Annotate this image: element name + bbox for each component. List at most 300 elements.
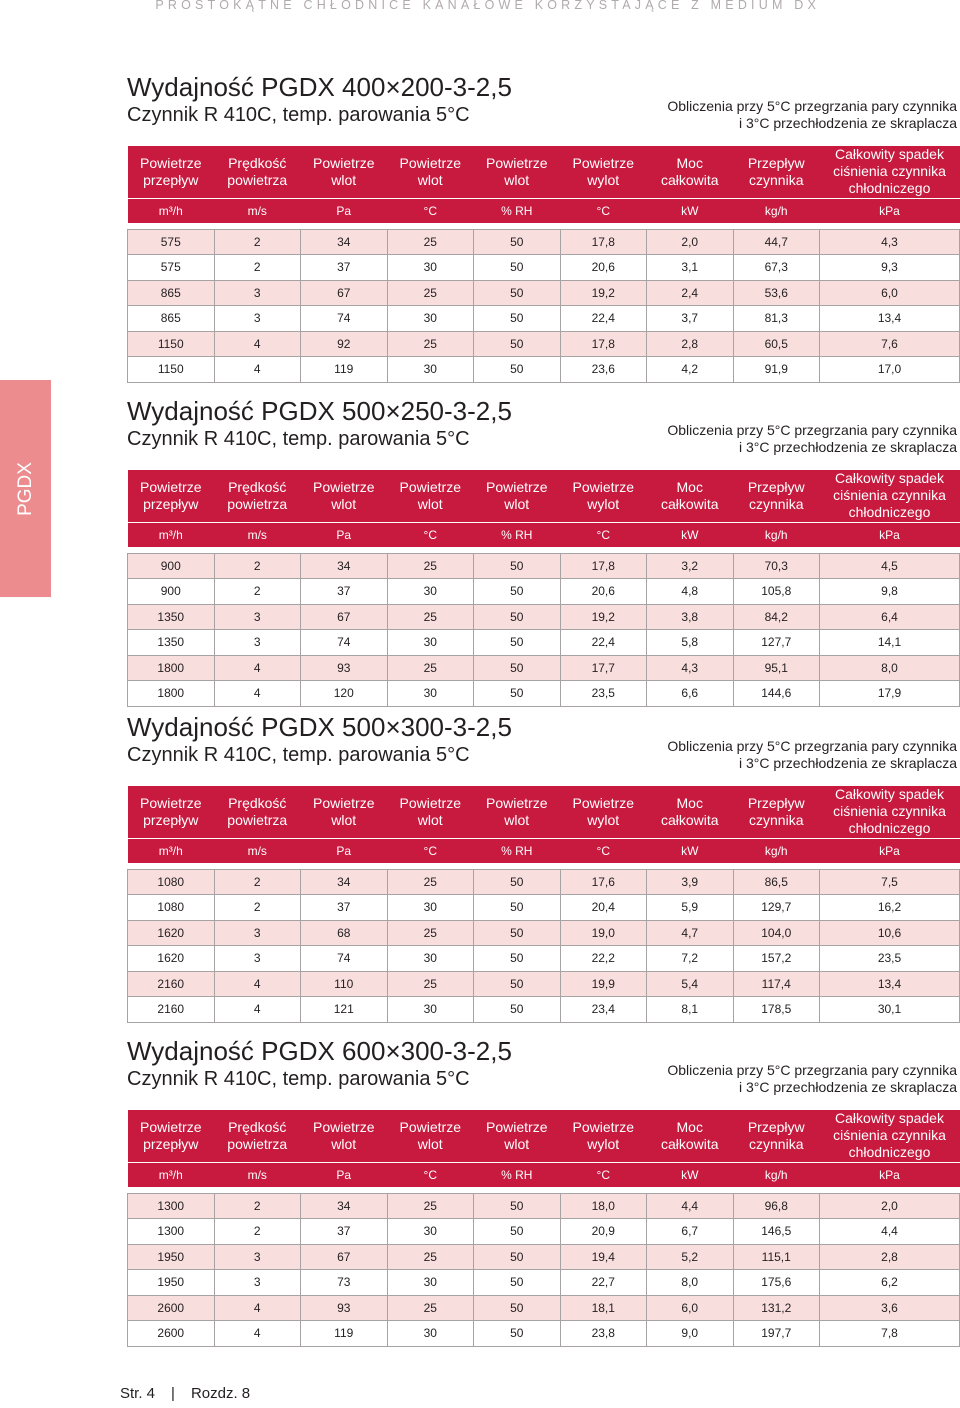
table-cell: 2 bbox=[214, 1193, 301, 1219]
column-header bbox=[733, 146, 820, 198]
column-header bbox=[560, 1110, 647, 1162]
column-header-line: wlot bbox=[417, 171, 443, 188]
table-cell: 178,5 bbox=[733, 997, 820, 1023]
unit-cell: m³/h bbox=[128, 522, 215, 547]
calculation-note bbox=[667, 98, 957, 132]
column-header-line: powietrza bbox=[227, 811, 288, 828]
table-cell: 30,1 bbox=[820, 997, 960, 1023]
performance-section bbox=[127, 1036, 959, 1341]
column-header bbox=[474, 470, 561, 522]
table-cell: 50 bbox=[474, 1244, 561, 1270]
table-row bbox=[128, 630, 960, 656]
column-header-line: Moc bbox=[676, 794, 703, 811]
column-header-line: Prędkość bbox=[228, 794, 287, 811]
calculation-note bbox=[667, 738, 957, 772]
column-header-line: Powietrze bbox=[486, 1118, 548, 1135]
table-row bbox=[128, 1270, 960, 1296]
column-header-line: Całkowity spadek bbox=[835, 146, 944, 163]
table-cell: 1620 bbox=[128, 920, 215, 946]
table-cell: 2 bbox=[214, 1219, 301, 1245]
table-cell: 7,5 bbox=[820, 869, 960, 895]
table-cell: 25 bbox=[387, 1193, 474, 1219]
table-row bbox=[128, 229, 960, 255]
table-cell: 20,4 bbox=[560, 895, 647, 921]
column-header bbox=[647, 470, 734, 522]
table-cell: 4 bbox=[214, 655, 301, 681]
table-cell: 144,6 bbox=[733, 681, 820, 707]
table-cell: 50 bbox=[474, 1270, 561, 1296]
table-cell: 50 bbox=[474, 946, 561, 972]
column-header-line: chłodniczego bbox=[848, 504, 931, 521]
table-cell: 175,6 bbox=[733, 1270, 820, 1296]
table-cell: 13,4 bbox=[820, 971, 960, 997]
table-cell: 22,4 bbox=[560, 630, 647, 656]
unit-cell: °C bbox=[387, 198, 474, 223]
section-subtitle: Czynnik R 410C, temp. parowania 5°C bbox=[127, 428, 470, 450]
column-header bbox=[214, 786, 301, 838]
column-header-line: Prędkość bbox=[228, 1118, 287, 1135]
table-cell: 67 bbox=[301, 604, 388, 630]
table-cell: 93 bbox=[301, 1295, 388, 1321]
unit-cell: Pa bbox=[301, 1162, 388, 1187]
column-header-line: Powietrze bbox=[486, 478, 548, 495]
table-cell: 22,2 bbox=[560, 946, 647, 972]
unit-cell: % RH bbox=[474, 838, 561, 863]
column-header-line: całkowita bbox=[660, 171, 719, 188]
column-header-line: wlot bbox=[331, 811, 357, 828]
column-header bbox=[820, 786, 960, 838]
table-cell: 1800 bbox=[128, 681, 215, 707]
table-cell: 4 bbox=[214, 357, 301, 383]
table-cell: 6,6 bbox=[647, 681, 734, 707]
table-cell: 197,7 bbox=[733, 1321, 820, 1347]
side-tab-label: PGDX bbox=[14, 461, 36, 516]
unit-cell: kW bbox=[647, 522, 734, 547]
note-line: i 3°C przechłodzenia ze skraplacza bbox=[738, 115, 957, 131]
table-cell: 50 bbox=[474, 681, 561, 707]
performance-table bbox=[127, 146, 960, 383]
table-cell: 25 bbox=[387, 920, 474, 946]
table-cell: 3 bbox=[214, 630, 301, 656]
table-cell: 67 bbox=[301, 280, 388, 306]
table-cell: 50 bbox=[474, 869, 561, 895]
table-cell: 73 bbox=[301, 1270, 388, 1296]
unit-cell: °C bbox=[560, 838, 647, 863]
column-header-line: powietrza bbox=[227, 171, 288, 188]
table-cell: 74 bbox=[301, 306, 388, 332]
table-cell: 19,9 bbox=[560, 971, 647, 997]
table-cell: 8,1 bbox=[647, 997, 734, 1023]
column-header-line: Powietrze bbox=[486, 794, 548, 811]
table-cell: 2 bbox=[214, 579, 301, 605]
table-cell: 129,7 bbox=[733, 895, 820, 921]
unit-cell: kg/h bbox=[733, 1162, 820, 1187]
table-row bbox=[128, 357, 960, 383]
column-header-line: Powietrze bbox=[140, 154, 202, 171]
table-cell: 105,8 bbox=[733, 579, 820, 605]
table-cell: 3 bbox=[214, 280, 301, 306]
table-cell: 30 bbox=[387, 1321, 474, 1347]
column-header-line: wlot bbox=[331, 1135, 357, 1152]
unit-cell: Pa bbox=[301, 522, 388, 547]
table-row bbox=[128, 1219, 960, 1245]
table-cell: 1620 bbox=[128, 946, 215, 972]
running-header: PROSTOKĄTNE CHŁODNICE KANAŁOWE KORZYSTAJĄCE Z MEDIUM DX bbox=[155, 0, 820, 12]
table-cell: 2 bbox=[214, 255, 301, 281]
column-header-line: wlot bbox=[504, 811, 530, 828]
table-cell: 5,4 bbox=[647, 971, 734, 997]
note-line: Obliczenia przy 5°C przegrzania pary czynnika bbox=[667, 98, 957, 114]
table-cell: 2,0 bbox=[820, 1193, 960, 1219]
section-subtitle: Czynnik R 410C, temp. parowania 5°C bbox=[127, 744, 470, 766]
table-cell: 23,4 bbox=[560, 997, 647, 1023]
table-cell: 17,8 bbox=[560, 331, 647, 357]
table-cell: 575 bbox=[128, 255, 215, 281]
unit-cell: °C bbox=[387, 522, 474, 547]
table-cell: 20,9 bbox=[560, 1219, 647, 1245]
table-cell: 22,7 bbox=[560, 1270, 647, 1296]
column-header-line: chłodniczego bbox=[848, 1144, 931, 1161]
table-row bbox=[128, 331, 960, 357]
table-cell: 16,2 bbox=[820, 895, 960, 921]
table-cell: 19,2 bbox=[560, 280, 647, 306]
table-cell: 50 bbox=[474, 306, 561, 332]
table-cell: 2,0 bbox=[647, 229, 734, 255]
column-header-line: wlot bbox=[331, 171, 357, 188]
table-cell: 4 bbox=[214, 1295, 301, 1321]
table-cell: 2 bbox=[214, 869, 301, 895]
page-footer bbox=[120, 1384, 250, 1404]
unit-cell: kg/h bbox=[733, 198, 820, 223]
column-header-line: Moc bbox=[676, 154, 703, 171]
column-header-line: przepływ bbox=[143, 1135, 199, 1152]
table-cell: 4 bbox=[214, 331, 301, 357]
note-line: Obliczenia przy 5°C przegrzania pary czynnika bbox=[667, 738, 957, 754]
table-cell: 86,5 bbox=[733, 869, 820, 895]
unit-cell: °C bbox=[387, 838, 474, 863]
table-cell: 3,8 bbox=[647, 604, 734, 630]
table-cell: 18,0 bbox=[560, 1193, 647, 1219]
unit-cell: kPa bbox=[820, 838, 960, 863]
table-cell: 3 bbox=[214, 1244, 301, 1270]
column-header-line: Przepływ bbox=[747, 154, 805, 171]
table-cell: 50 bbox=[474, 255, 561, 281]
table-cell: 25 bbox=[387, 1295, 474, 1321]
column-header-line: Powietrze bbox=[313, 478, 375, 495]
section-subtitle: Czynnik R 410C, temp. parowania 5°C bbox=[127, 1068, 470, 1090]
column-header-line: Powietrze bbox=[572, 478, 634, 495]
unit-cell: % RH bbox=[474, 198, 561, 223]
section-title: Wydajność PGDX 600×300-3-2,5 bbox=[127, 1036, 512, 1066]
table-row bbox=[128, 1321, 960, 1347]
table-cell: 23,6 bbox=[560, 357, 647, 383]
column-header bbox=[214, 1110, 301, 1162]
table-cell: 115,1 bbox=[733, 1244, 820, 1270]
footer-separator: | bbox=[171, 1385, 175, 1402]
unit-cell: Pa bbox=[301, 198, 388, 223]
table-cell: 23,5 bbox=[560, 681, 647, 707]
table-cell: 9,8 bbox=[820, 579, 960, 605]
table-cell: 30 bbox=[387, 895, 474, 921]
table-cell: 121 bbox=[301, 997, 388, 1023]
column-header-line: Powietrze bbox=[399, 794, 461, 811]
unit-cell: kW bbox=[647, 1162, 734, 1187]
table-cell: 104,0 bbox=[733, 920, 820, 946]
note-line: Obliczenia przy 5°C przegrzania pary czynnika bbox=[667, 422, 957, 438]
table-cell: 157,2 bbox=[733, 946, 820, 972]
column-header-line: Powietrze bbox=[313, 1118, 375, 1135]
column-header-line: Powietrze bbox=[399, 1118, 461, 1135]
table-cell: 37 bbox=[301, 579, 388, 605]
table-row bbox=[128, 920, 960, 946]
unit-cell: m/s bbox=[214, 522, 301, 547]
table-cell: 3 bbox=[214, 306, 301, 332]
table-cell: 70,3 bbox=[733, 553, 820, 579]
unit-cell: kg/h bbox=[733, 522, 820, 547]
table-row bbox=[128, 255, 960, 281]
table-cell: 2600 bbox=[128, 1321, 215, 1347]
table-cell: 50 bbox=[474, 1295, 561, 1321]
column-header-line: całkowita bbox=[660, 811, 719, 828]
table-cell: 93 bbox=[301, 655, 388, 681]
table-cell: 50 bbox=[474, 357, 561, 383]
table-cell: 50 bbox=[474, 1321, 561, 1347]
table-row bbox=[128, 971, 960, 997]
table-cell: 34 bbox=[301, 1193, 388, 1219]
unit-cell: % RH bbox=[474, 1162, 561, 1187]
column-header bbox=[820, 1110, 960, 1162]
table-cell: 92 bbox=[301, 331, 388, 357]
table-cell: 10,6 bbox=[820, 920, 960, 946]
table-cell: 60,5 bbox=[733, 331, 820, 357]
unit-cell: °C bbox=[387, 1162, 474, 1187]
note-line: Obliczenia przy 5°C przegrzania pary czynnika bbox=[667, 1062, 957, 1078]
column-header-line: ciśnienia czynnika bbox=[833, 803, 946, 820]
table-cell: 50 bbox=[474, 971, 561, 997]
column-header-line: ciśnienia czynnika bbox=[833, 487, 946, 504]
table-row bbox=[128, 1295, 960, 1321]
table-cell: 900 bbox=[128, 579, 215, 605]
column-header bbox=[214, 470, 301, 522]
table-cell: 50 bbox=[474, 655, 561, 681]
unit-cell: % RH bbox=[474, 522, 561, 547]
table-cell: 3,6 bbox=[820, 1295, 960, 1321]
column-header-line: całkowita bbox=[660, 1135, 719, 1152]
column-header bbox=[647, 786, 734, 838]
section-title: Wydajność PGDX 500×250-3-2,5 bbox=[127, 396, 512, 426]
table-cell: 120 bbox=[301, 681, 388, 707]
table-cell: 3 bbox=[214, 946, 301, 972]
header-row bbox=[128, 146, 960, 198]
column-header-line: wlot bbox=[331, 495, 357, 512]
table-cell: 117,4 bbox=[733, 971, 820, 997]
column-header-line: czynnika bbox=[749, 811, 804, 828]
table-cell: 22,4 bbox=[560, 306, 647, 332]
table-cell: 1150 bbox=[128, 331, 215, 357]
note-line: i 3°C przechłodzenia ze skraplacza bbox=[738, 755, 957, 771]
column-header-line: chłodniczego bbox=[848, 820, 931, 837]
table-cell: 4 bbox=[214, 997, 301, 1023]
table-cell: 67 bbox=[301, 1244, 388, 1270]
table-cell: 25 bbox=[387, 553, 474, 579]
table-cell: 23,8 bbox=[560, 1321, 647, 1347]
table-cell: 25 bbox=[387, 280, 474, 306]
table-cell: 2 bbox=[214, 895, 301, 921]
unit-cell: °C bbox=[560, 522, 647, 547]
table-cell: 3 bbox=[214, 604, 301, 630]
column-header bbox=[820, 146, 960, 198]
unit-cell: kW bbox=[647, 838, 734, 863]
table-cell: 50 bbox=[474, 920, 561, 946]
unit-cell: m/s bbox=[214, 198, 301, 223]
header-row bbox=[128, 470, 960, 522]
column-header-line: Powietrze bbox=[572, 1118, 634, 1135]
table-cell: 4 bbox=[214, 1321, 301, 1347]
table-cell: 146,5 bbox=[733, 1219, 820, 1245]
table-cell: 4,2 bbox=[647, 357, 734, 383]
units-row bbox=[128, 198, 960, 223]
column-header-line: Całkowity spadek bbox=[835, 470, 944, 487]
column-header bbox=[560, 786, 647, 838]
note-line: i 3°C przechłodzenia ze skraplacza bbox=[738, 439, 957, 455]
table-row bbox=[128, 553, 960, 579]
column-header-line: Powietrze bbox=[140, 1118, 202, 1135]
table-cell: 19,4 bbox=[560, 1244, 647, 1270]
table-cell: 34 bbox=[301, 553, 388, 579]
table-row bbox=[128, 869, 960, 895]
table-cell: 17,6 bbox=[560, 869, 647, 895]
column-header-line: przepływ bbox=[143, 171, 199, 188]
unit-cell: kg/h bbox=[733, 838, 820, 863]
table-cell: 2160 bbox=[128, 997, 215, 1023]
table-cell: 9,3 bbox=[820, 255, 960, 281]
table-cell: 81,3 bbox=[733, 306, 820, 332]
table-cell: 119 bbox=[301, 1321, 388, 1347]
table-cell: 25 bbox=[387, 655, 474, 681]
table-cell: 20,6 bbox=[560, 255, 647, 281]
column-header-line: Powietrze bbox=[572, 154, 634, 171]
table-cell: 50 bbox=[474, 331, 561, 357]
column-header bbox=[733, 470, 820, 522]
column-header-line: wylot bbox=[587, 495, 620, 512]
table-cell: 50 bbox=[474, 1219, 561, 1245]
column-header-line: wlot bbox=[417, 811, 443, 828]
calculation-note bbox=[667, 422, 957, 456]
table-cell: 8,0 bbox=[647, 1270, 734, 1296]
table-cell: 3,7 bbox=[647, 306, 734, 332]
column-header-line: przepływ bbox=[143, 811, 199, 828]
table-cell: 1080 bbox=[128, 895, 215, 921]
table-cell: 4,3 bbox=[820, 229, 960, 255]
table-cell: 50 bbox=[474, 229, 561, 255]
chapter-number: Rozdz. 8 bbox=[190, 1385, 251, 1402]
section-title: Wydajność PGDX 400×200-3-2,5 bbox=[127, 72, 512, 102]
column-header-line: Powietrze bbox=[486, 154, 548, 171]
table-row bbox=[128, 895, 960, 921]
performance-section bbox=[127, 72, 959, 377]
table-cell: 2,8 bbox=[820, 1244, 960, 1270]
column-header bbox=[301, 470, 388, 522]
table-cell: 30 bbox=[387, 1219, 474, 1245]
page-number: Str. 4 bbox=[120, 1385, 156, 1402]
column-header bbox=[474, 146, 561, 198]
table-cell: 50 bbox=[474, 553, 561, 579]
table-cell: 30 bbox=[387, 946, 474, 972]
units-row bbox=[128, 1162, 960, 1187]
table-cell: 865 bbox=[128, 280, 215, 306]
unit-cell: °C bbox=[560, 1162, 647, 1187]
table-row bbox=[128, 306, 960, 332]
table-cell: 30 bbox=[387, 1270, 474, 1296]
table-cell: 50 bbox=[474, 604, 561, 630]
section-title: Wydajność PGDX 500×300-3-2,5 bbox=[127, 712, 512, 742]
column-header-line: przepływ bbox=[143, 495, 199, 512]
column-header bbox=[214, 146, 301, 198]
performance-table bbox=[127, 470, 960, 707]
table-cell: 30 bbox=[387, 255, 474, 281]
table-cell: 50 bbox=[474, 579, 561, 605]
table-cell: 865 bbox=[128, 306, 215, 332]
table-cell: 4 bbox=[214, 681, 301, 707]
calculation-note bbox=[667, 1062, 957, 1096]
column-header-line: wlot bbox=[417, 1135, 443, 1152]
table-cell: 1800 bbox=[128, 655, 215, 681]
column-header-line: wlot bbox=[417, 495, 443, 512]
column-header bbox=[474, 1110, 561, 1162]
unit-cell: m/s bbox=[214, 1162, 301, 1187]
table-cell: 34 bbox=[301, 229, 388, 255]
table-cell: 19,2 bbox=[560, 604, 647, 630]
column-header-line: Powietrze bbox=[572, 794, 634, 811]
column-header-line: Powietrze bbox=[313, 154, 375, 171]
table-cell: 1950 bbox=[128, 1244, 215, 1270]
table-cell: 1080 bbox=[128, 869, 215, 895]
table-cell: 127,7 bbox=[733, 630, 820, 656]
column-header-line: Powietrze bbox=[399, 478, 461, 495]
table-cell: 7,2 bbox=[647, 946, 734, 972]
column-header-line: Powietrze bbox=[140, 478, 202, 495]
table-cell: 30 bbox=[387, 579, 474, 605]
column-header-line: Przepływ bbox=[747, 794, 805, 811]
table-cell: 25 bbox=[387, 331, 474, 357]
table-cell: 2,4 bbox=[647, 280, 734, 306]
table-cell: 95,1 bbox=[733, 655, 820, 681]
table-cell: 53,6 bbox=[733, 280, 820, 306]
table-cell: 2 bbox=[214, 229, 301, 255]
column-header bbox=[647, 146, 734, 198]
column-header bbox=[301, 1110, 388, 1162]
table-cell: 14,1 bbox=[820, 630, 960, 656]
performance-section bbox=[127, 712, 959, 1017]
table-cell: 74 bbox=[301, 630, 388, 656]
table-row bbox=[128, 997, 960, 1023]
table-cell: 67,3 bbox=[733, 255, 820, 281]
table-cell: 19,0 bbox=[560, 920, 647, 946]
table-cell: 3 bbox=[214, 920, 301, 946]
table-cell: 4,3 bbox=[647, 655, 734, 681]
table-cell: 68 bbox=[301, 920, 388, 946]
table-row bbox=[128, 655, 960, 681]
column-header-line: wlot bbox=[504, 171, 530, 188]
table-row bbox=[128, 579, 960, 605]
table-cell: 6,0 bbox=[647, 1295, 734, 1321]
column-header-line: Powietrze bbox=[313, 794, 375, 811]
column-header bbox=[474, 786, 561, 838]
table-cell: 34 bbox=[301, 869, 388, 895]
unit-cell: °C bbox=[560, 198, 647, 223]
table-cell: 25 bbox=[387, 971, 474, 997]
performance-table bbox=[127, 1110, 960, 1347]
